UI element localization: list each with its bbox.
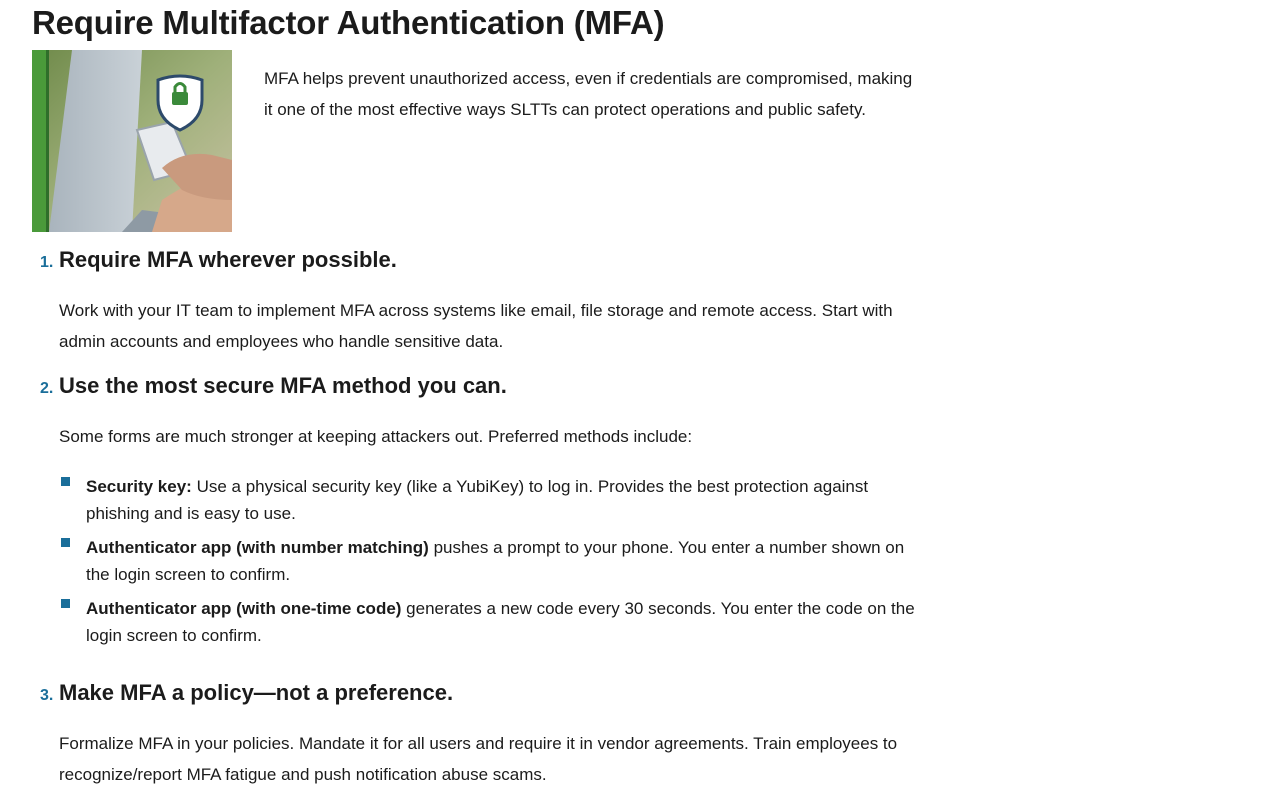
step-body: Some forms are much stronger at keeping attackers out. Preferred methods include: [59,427,693,446]
bullet-term: Authenticator app (with one-time code) [86,599,402,618]
list-item [59,595,919,649]
bullet-term: Security key: [86,477,192,496]
step-heading: Make MFA a policy—not a preference. [59,680,454,705]
bullet-text: generates a new code every 30 seconds. You enter the code on the login screen to confirm. [86,599,915,645]
step-number: 2. [40,380,54,397]
bullet-text: Use a physical security key (like a YubiKey) to log in. Provides the best protection against phishing and is easy to use. [86,477,869,523]
step-heading: Use the most secure MFA method you can. [59,373,507,398]
square-bullet-icon [61,538,70,547]
bullet-text: pushes a prompt to your phone. You enter a number shown on the login screen to confirm. [86,538,905,584]
page-title: Require Multifactor Authentication (MFA) [32,4,665,41]
mfa-illustration-image [32,50,232,232]
square-bullet-icon [61,477,70,486]
step-number: 3. [40,687,54,704]
step-heading: Require MFA wherever possible. [59,247,397,272]
list-item [59,534,919,588]
bullet-term: Authenticator app (with number matching) [86,538,429,557]
intro-paragraph: MFA helps prevent unauthorized access, even if credentials are compromised, making it one of the most effective ways SLTTs can protect operations and public safety. [264,69,913,119]
step-number: 1. [40,254,54,271]
mfa-methods-list [59,473,919,656]
list-item [59,473,919,527]
step-body: Work with your IT team to implement MFA across systems like email, file storage and remote access. Start with admin accounts and employees who handle sensitive data. [59,301,893,351]
square-bullet-icon [61,599,70,608]
step-body: Formalize MFA in your policies. Mandate it for all users and require it in vendor agreements. Train employees to recognize/report MFA fatigue and push notification abuse scams. [59,734,898,784]
